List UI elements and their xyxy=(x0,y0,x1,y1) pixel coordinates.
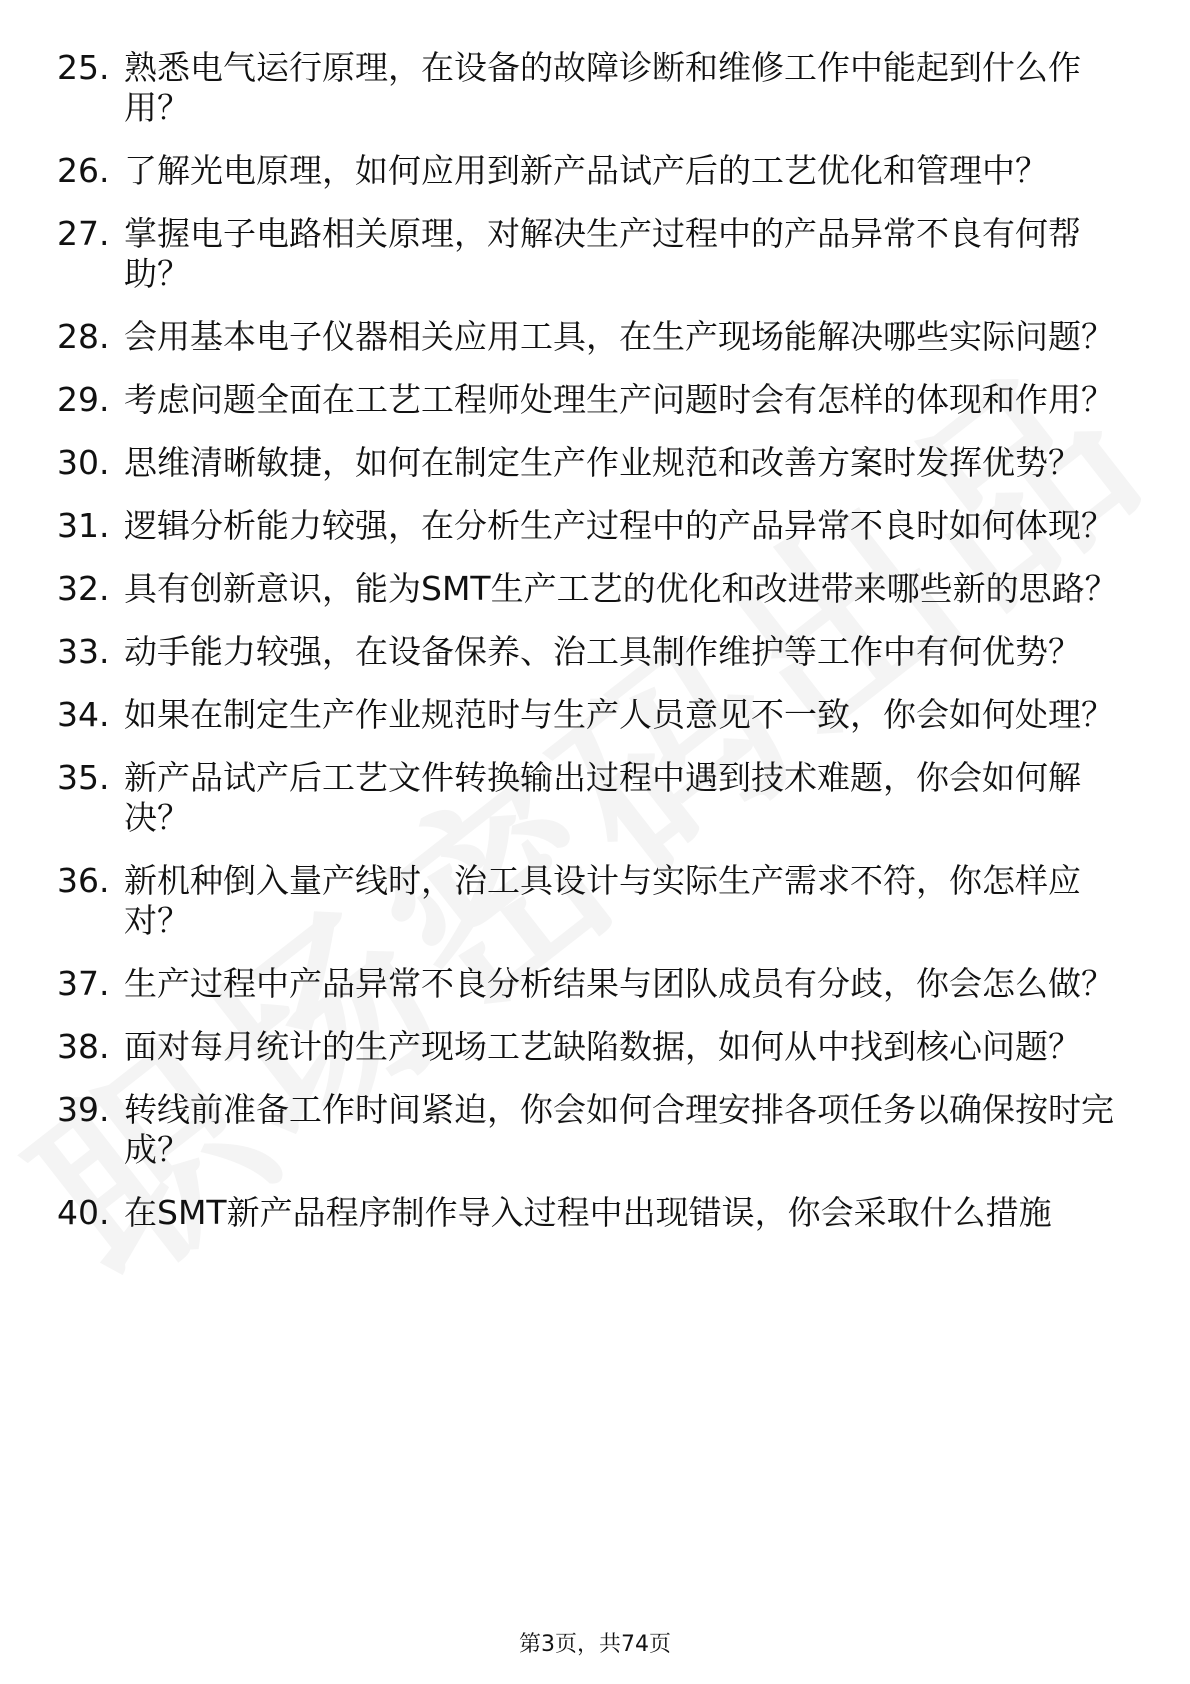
question-item xyxy=(57,964,1137,1004)
question-list xyxy=(57,48,1137,1256)
question-text: 会用基本电子仪器相关应用工具，在生产现场能解决哪些实际问题？ xyxy=(124,317,1114,356)
question-number: 29. xyxy=(57,380,110,419)
question-text: 在SMT新产品程序制作导入过程中出现错误，你会采取什么措施 xyxy=(124,1193,1052,1232)
question-item xyxy=(57,1193,1137,1233)
question-number: 35. xyxy=(57,758,110,797)
question-number: 31. xyxy=(57,506,110,545)
question-item xyxy=(57,380,1137,420)
question-item xyxy=(57,151,1137,191)
question-item xyxy=(57,317,1137,357)
question-item xyxy=(57,695,1137,735)
question-text: 新产品试产后工艺文件转换输出过程中遇到技术难题，你会如何解决？ xyxy=(124,758,1081,837)
question-text: 逻辑分析能力较强，在分析生产过程中的产品异常不良时如何体现？ xyxy=(124,506,1114,545)
question-text: 思维清晰敏捷，如何在制定生产作业规范和改善方案时发挥优势？ xyxy=(124,443,1081,482)
question-number: 37. xyxy=(57,964,110,1003)
question-number: 38. xyxy=(57,1027,110,1066)
question-item xyxy=(57,214,1137,294)
question-number: 34. xyxy=(57,695,110,734)
question-text: 如果在制定生产作业规范时与生产人员意见不一致，你会如何处理？ xyxy=(124,695,1114,734)
question-item xyxy=(57,443,1137,483)
question-item xyxy=(57,506,1137,546)
question-number: 39. xyxy=(57,1090,110,1129)
question-text: 动手能力较强，在设备保养、治工具制作维护等工作中有何优势？ xyxy=(124,632,1081,671)
question-number: 27. xyxy=(57,214,110,253)
question-item xyxy=(57,861,1137,941)
question-number: 28. xyxy=(57,317,110,356)
page-number-footer: 第3页，共74页 xyxy=(519,1632,671,1657)
question-number: 33. xyxy=(57,632,110,671)
question-text: 考虑问题全面在工艺工程师处理生产问题时会有怎样的体现和作用？ xyxy=(124,380,1114,419)
question-item xyxy=(57,1027,1137,1067)
question-number: 25. xyxy=(57,48,110,87)
question-number: 36. xyxy=(57,861,110,900)
question-item xyxy=(57,632,1137,672)
question-text: 转线前准备工作时间紧迫，你会如何合理安排各项任务以确保按时完成？ xyxy=(124,1090,1114,1169)
question-number: 26. xyxy=(57,151,110,190)
question-text: 生产过程中产品异常不良分析结果与团队成员有分歧，你会怎么做？ xyxy=(124,964,1114,1003)
question-text: 新机种倒入量产线时，治工具设计与实际生产需求不符，你怎样应对？ xyxy=(124,861,1081,940)
question-text: 面对每月统计的生产现场工艺缺陷数据，如何从中找到核心问题？ xyxy=(124,1027,1081,1066)
question-item xyxy=(57,569,1137,609)
question-text: 熟悉电气运行原理，在设备的故障诊断和维修工作中能起到什么作用？ xyxy=(124,48,1081,127)
question-item xyxy=(57,758,1137,838)
question-text: 掌握电子电路相关原理，对解决生产过程中的产品异常不良有何帮助？ xyxy=(124,214,1081,293)
question-item xyxy=(57,48,1137,128)
question-number: 32. xyxy=(57,569,110,608)
question-text: 具有创新意识，能为SMT生产工艺的优化和改进带来哪些新的思路？ xyxy=(124,569,1118,608)
question-number: 40. xyxy=(57,1193,110,1232)
question-text: 了解光电原理，如何应用到新产品试产后的工艺优化和管理中？ xyxy=(124,151,1048,190)
question-item xyxy=(57,1090,1137,1170)
question-number: 30. xyxy=(57,443,110,482)
